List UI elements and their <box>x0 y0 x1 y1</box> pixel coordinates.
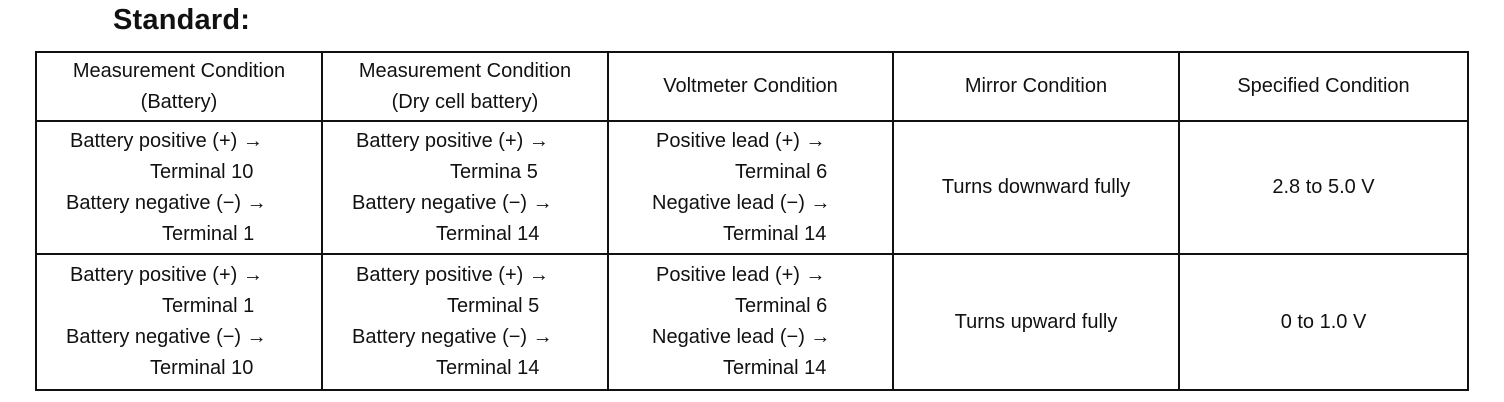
battery-pos-terminal: Terminal 10 <box>150 160 254 183</box>
cell-mirror: Turns upward fully <box>893 254 1179 390</box>
voltmeter-condition <box>609 260 892 384</box>
voltmeter-pos-label: Positive lead (+) → <box>656 264 826 286</box>
cell-mirror: Turns downward fully <box>893 121 1179 254</box>
battery-condition <box>37 260 321 384</box>
dry-cell-condition <box>323 126 607 250</box>
header-battery-line1: Measurement Condition <box>72 59 286 82</box>
cell-battery <box>36 121 322 254</box>
header-dry-cell-line2: (Dry cell battery) <box>391 90 539 113</box>
dry-cell-neg-terminal: Terminal 14 <box>436 357 540 379</box>
battery-condition <box>37 126 321 250</box>
table-row <box>36 121 1468 254</box>
cell-specified: 2.8 to 5.0 V <box>1179 121 1468 254</box>
battery-pos-terminal: Terminal 1 <box>162 295 255 317</box>
header-battery <box>36 52 322 121</box>
header-voltmeter-line1: Voltmeter Condition <box>663 75 838 97</box>
voltmeter-neg-terminal: Terminal 14 <box>723 222 827 245</box>
voltmeter-neg-label: Negative lead (−) → <box>652 326 831 348</box>
voltmeter-neg-label: Negative lead (−) → <box>652 191 831 214</box>
voltmeter-pos-terminal: Terminal 6 <box>735 160 828 183</box>
voltmeter-neg-terminal: Terminal 14 <box>723 357 827 379</box>
battery-neg-label: Battery negative (−) → <box>66 191 267 214</box>
voltmeter-pos-label: Positive lead (+) → <box>656 129 826 152</box>
dry-cell-neg-terminal: Terminal 14 <box>436 222 540 245</box>
cell-voltmeter <box>608 121 893 254</box>
cell-dry-cell <box>322 121 608 254</box>
standard-table <box>35 51 1469 391</box>
battery-neg-terminal: Terminal 10 <box>150 357 254 379</box>
header-voltmeter <box>608 52 893 121</box>
header-mirror-line1: Mirror Condition <box>964 75 1108 97</box>
dry-cell-pos-label: Battery positive (+) → <box>356 129 549 152</box>
dry-cell-condition <box>323 260 607 384</box>
voltmeter-pos-terminal: Terminal 6 <box>735 295 828 317</box>
table-row <box>36 254 1468 390</box>
table-header-row <box>36 52 1468 121</box>
page-heading: Standard: <box>113 4 251 36</box>
cell-voltmeter <box>608 254 893 390</box>
battery-pos-label: Battery positive (+) → <box>70 264 263 286</box>
dry-cell-pos-terminal: Termina 5 <box>450 160 538 183</box>
cell-dry-cell <box>322 254 608 390</box>
battery-neg-terminal: Terminal 1 <box>162 222 255 245</box>
dry-cell-pos-label: Battery positive (+) → <box>356 264 549 286</box>
dry-cell-neg-label: Battery negative (−) → <box>352 326 553 348</box>
cell-specified: 0 to 1.0 V <box>1179 254 1468 390</box>
header-battery-line2: (Battery) <box>140 90 218 113</box>
header-dry-cell-line1: Measurement Condition <box>358 59 572 82</box>
voltmeter-condition <box>609 126 892 250</box>
header-specified-line1: Specified Condition <box>1237 75 1410 97</box>
header-dry-cell <box>322 52 608 121</box>
header-specified <box>1179 52 1468 121</box>
dry-cell-pos-terminal: Terminal 5 <box>447 295 540 317</box>
header-mirror <box>893 52 1179 121</box>
cell-battery <box>36 254 322 390</box>
battery-neg-label: Battery negative (−) → <box>66 326 267 348</box>
dry-cell-neg-label: Battery negative (−) → <box>352 191 553 214</box>
battery-pos-label: Battery positive (+) → <box>70 129 263 152</box>
